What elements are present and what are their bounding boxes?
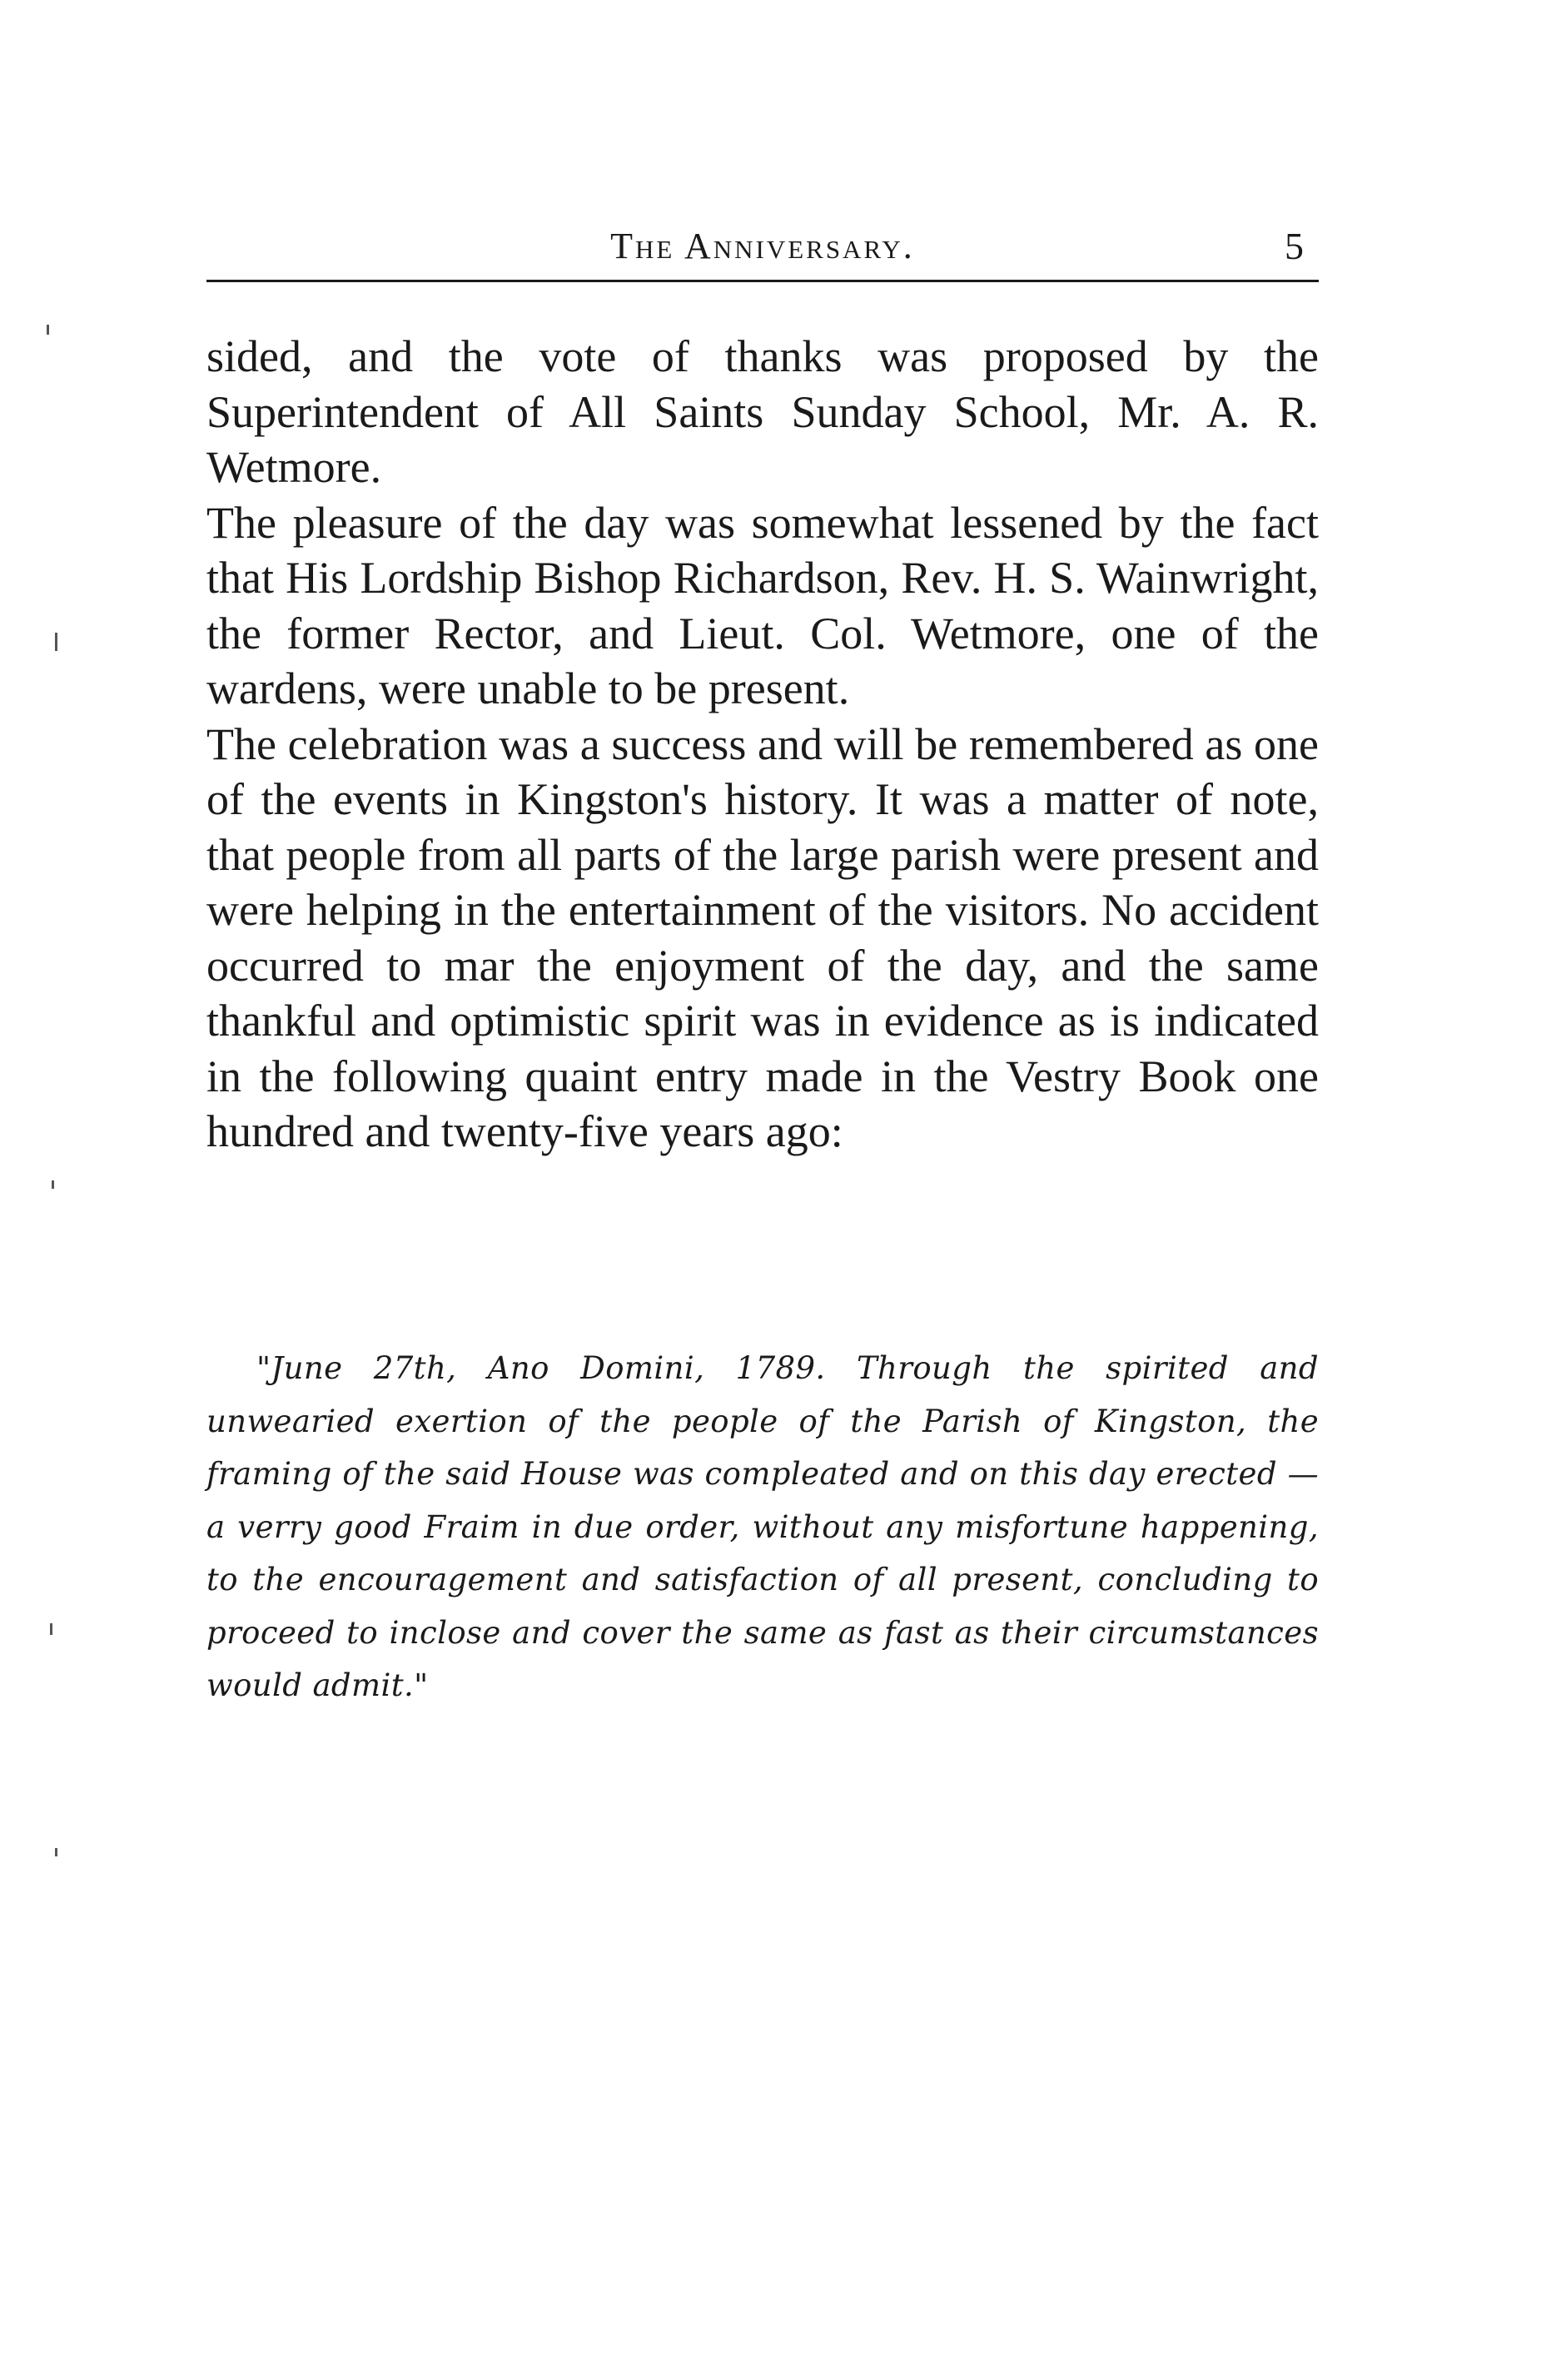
header-rule xyxy=(206,280,1319,282)
margin-speck xyxy=(47,325,49,335)
margin-speck xyxy=(55,633,57,651)
paragraph-continuation: sided, and the vote of thanks was proposed by the Superintendent of All Saints Sunday School, Mr. A. R. Wetmore. xyxy=(206,331,1319,492)
quote-text: "June 27th, Ano Domini, 1789. Through the spirited and unwearied exertion of the people of the Parish of Kingston, the framing of the said House was compleated and on this day erected — a verry good Fraim in due order, without any misfortune happening, to the encouragement and satisfaction of all present, concluding to proceed to inclose and cover the same as fast as their circumstances would admit." xyxy=(206,1350,1319,1703)
page-number: 5 xyxy=(1285,225,1304,267)
paragraph-celebration: The celebration was a success and will be remembered as one of the events in Kingston's history. It was a matter of note, that people from all parts of the large parish were present and were helping in the entertainment of the visitors. No accident occurred to mar the enjoyment of the day, and the same thankful and optimistic spirit was in evidence as is indicated in the following quaint entry made in the Vestry Book one hundred and twenty-five years ago: xyxy=(206,718,1319,1156)
margin-speck xyxy=(50,1623,52,1635)
running-head xyxy=(206,223,1319,283)
margin-speck xyxy=(55,1848,57,1856)
paragraph-pleasure: The pleasure of the day was somewhat lessened by the fact that His Lordship Bishop Richardson, Rev. H. S. Wainwright, the former Rector, and Lieut. Col. Wetmore, one of the wardens, were unable to be present. xyxy=(206,497,1319,713)
running-title: The Anniversary. xyxy=(610,226,915,266)
body-text xyxy=(206,329,1319,1160)
margin-speck xyxy=(52,1180,54,1189)
vestry-book-quote xyxy=(206,1342,1319,1712)
